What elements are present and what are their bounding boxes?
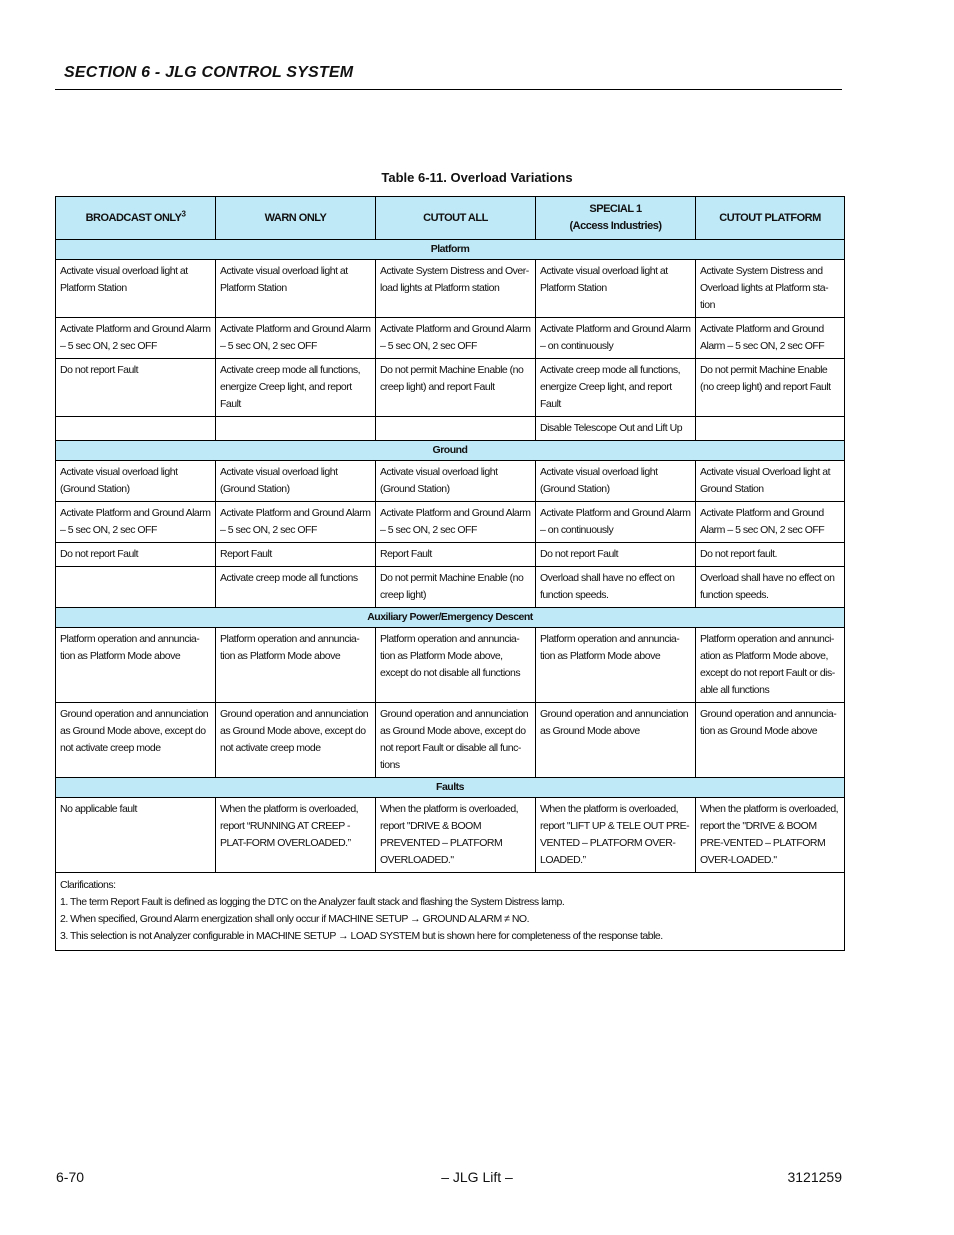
section-title-cell: Ground [56,441,845,461]
table-title: Table 6-11. Overload Variations [381,170,573,185]
col-header-broadcast-only: BROADCAST ONLY$^3$ [56,197,216,240]
table-cell: Platform operation and annunci-ation as Platform Mode above, except do not report Fault or dis-able all functions [696,628,845,703]
table-cell: Platform operation and annuncia-tion as Platform Mode above [216,628,376,703]
document-number: 3121259 [787,1169,842,1185]
table-cell: Activate Platform and Ground Alarm – 5 sec ON, 2 sec OFF [376,502,536,543]
table-row [56,703,845,778]
table-cell: Ground operation and annunciation as Ground Mode above, except do not activate creep mode [216,703,376,778]
section-title-cell: Platform [56,240,845,260]
col-header-special-1: SPECIAL 1 (Access Industries) [536,197,696,240]
table-cell: Do not report Fault [56,543,216,567]
table-row [56,461,845,502]
table-row [56,417,845,441]
header-rule [55,89,842,90]
col-header-cutout-platform: CUTOUT PLATFORM [696,197,845,240]
col-header-warn-only: WARN ONLY [216,197,376,240]
table-cell [696,417,845,441]
table-cell: Activate visual overload light at Platform Station [216,260,376,318]
table-cell: Ground operation and annunciation as Ground Mode above, except do not activate creep mode [56,703,216,778]
table-cell [376,417,536,441]
table-cell: Activate visual Overload light at Ground Station [696,461,845,502]
table-cell: Do not permit Machine Enable (no creep light) [376,567,536,608]
table-cell: No applicable fault [56,798,216,873]
table-cell: Do not permit Machine Enable (no creep light) and report Fault [696,359,845,417]
page-number: 6-70 [56,1169,85,1185]
table-cell: Do not permit Machine Enable (no creep light) and report Fault [376,359,536,417]
table-cell: Activate creep mode all functions, energize Creep light, and report Fault [536,359,696,417]
section-title: SECTION 6 - JLG CONTROL SYSTEM [64,64,354,81]
table-cell: When the platform is overloaded, report "DRIVE & BOOM PREVENTED – PLATFORM OVERLOADED." [376,798,536,873]
table-cell: Activate visual overload light (Ground Station) [376,461,536,502]
table-cell: Activate visual overload light at Platform Station [536,260,696,318]
table-cell [56,567,216,608]
table-cell: Activate Platform and Ground Alarm – 5 sec ON, 2 sec OFF [56,502,216,543]
table-cell: Activate creep mode all functions [216,567,376,608]
table-body [56,240,845,873]
section-row [56,778,845,798]
table-cell: Activate Platform and Ground Alarm – on continuously [536,502,696,543]
table-cell: Do not report Fault [536,543,696,567]
table-cell: Activate Platform and Ground Alarm – on continuously [536,318,696,359]
table-cell: Overload shall have no effect on function speeds. [536,567,696,608]
clarification-1: 1. The term Report Fault is defined as logging the DTC on the Analyzer fault stack and flashing the System Distress lamp. [60,896,565,908]
table-cell: Activate System Distress and Overload lights at Platform sta-tion [696,260,845,318]
table-row [56,260,845,318]
table-row [56,543,845,567]
table-cell: Activate System Distress and Over-load lights at Platform station [376,260,536,318]
table-row [56,567,845,608]
table-cell: When the platform is overloaded, report the "DRIVE & BOOM PRE-VENTED – PLATFORM OVER-LOADED." [696,798,845,873]
table-cell: Ground operation and annunciation as Ground Mode above, except do not report Fault or disable all func-tions [376,703,536,778]
table-header-row [56,197,845,240]
table-cell: Platform operation and annuncia-tion as Platform Mode above [536,628,696,703]
clarification-2: 2. When specified, Ground Alarm energization shall only occur if MACHINE SETUP → GROUND ALARM ≠ NO. [60,913,529,925]
table-cell: Ground operation and annuncia-tion as Ground Mode above [696,703,845,778]
table-cell: Report Fault [376,543,536,567]
table-cell: Activate Platform and Ground Alarm – 5 sec ON, 2 sec OFF [216,318,376,359]
table-cell: Activate Platform and Ground Alarm – 5 sec ON, 2 sec OFF [376,318,536,359]
section-row [56,240,845,260]
section-row [56,608,845,628]
table-cell: Do not report fault. [696,543,845,567]
table-cell: Activate visual overload light (Ground Station) [536,461,696,502]
col-header-cutout-all: CUTOUT ALL [376,197,536,240]
table-row [56,359,845,417]
table-cell: Platform operation and annuncia-tion as Platform Mode above, except do not disable all functions [376,628,536,703]
table-cell [216,417,376,441]
table-cell: Do not report Fault [56,359,216,417]
table-row [56,502,845,543]
section-title-cell: Faults [56,778,845,798]
table-cell: Activate visual overload light (Ground Station) [56,461,216,502]
table-cell: Activate visual overload light (Ground Station) [216,461,376,502]
clarifications-heading: Clarifications: [60,879,116,891]
table-cell: Report Fault [216,543,376,567]
table-row [56,628,845,703]
table-row [56,798,845,873]
overload-variations-table [55,196,845,951]
table-cell: Activate visual overload light at Platform Station [56,260,216,318]
table-cell [56,417,216,441]
clarification-3: 3. This selection is not Analyzer configurable in MACHINE SETUP → LOAD SYSTEM but is shown here for completeness of the response table. [60,930,663,942]
table-cell: When the platform is overloaded, report "LIFT UP & TELE OUT PRE-VENTED – PLATFORM OVER-LOADED.” [536,798,696,873]
table-cell: Platform operation and annuncia-tion as Platform Mode above [56,628,216,703]
table-cell: Activate Platform and Ground Alarm – 5 sec ON, 2 sec OFF [696,502,845,543]
table-cell: Activate Platform and Ground Alarm – 5 sec ON, 2 sec OFF [216,502,376,543]
footer-brand: – JLG Lift – [441,1169,513,1185]
section-title-cell: Auxiliary Power/Emergency Descent [56,608,845,628]
table-cell: Activate Platform and Ground Alarm – 5 sec ON, 2 sec OFF [696,318,845,359]
table-cell: Disable Telescope Out and Lift Up [536,417,696,441]
table-row [56,318,845,359]
table-cell: When the platform is overloaded, report “RUNNING AT CREEP - PLAT-FORM OVERLOADED.” [216,798,376,873]
table-cell: Overload shall have no effect on function speeds. [696,567,845,608]
table-cell: Activate creep mode all functions, energize Creep light, and report Fault [216,359,376,417]
clarifications-row [56,873,845,951]
clarifications [56,873,845,951]
table-cell: Activate Platform and Ground Alarm – 5 sec ON, 2 sec OFF [56,318,216,359]
table-cell: Ground operation and annunciation as Ground Mode above [536,703,696,778]
section-row [56,441,845,461]
